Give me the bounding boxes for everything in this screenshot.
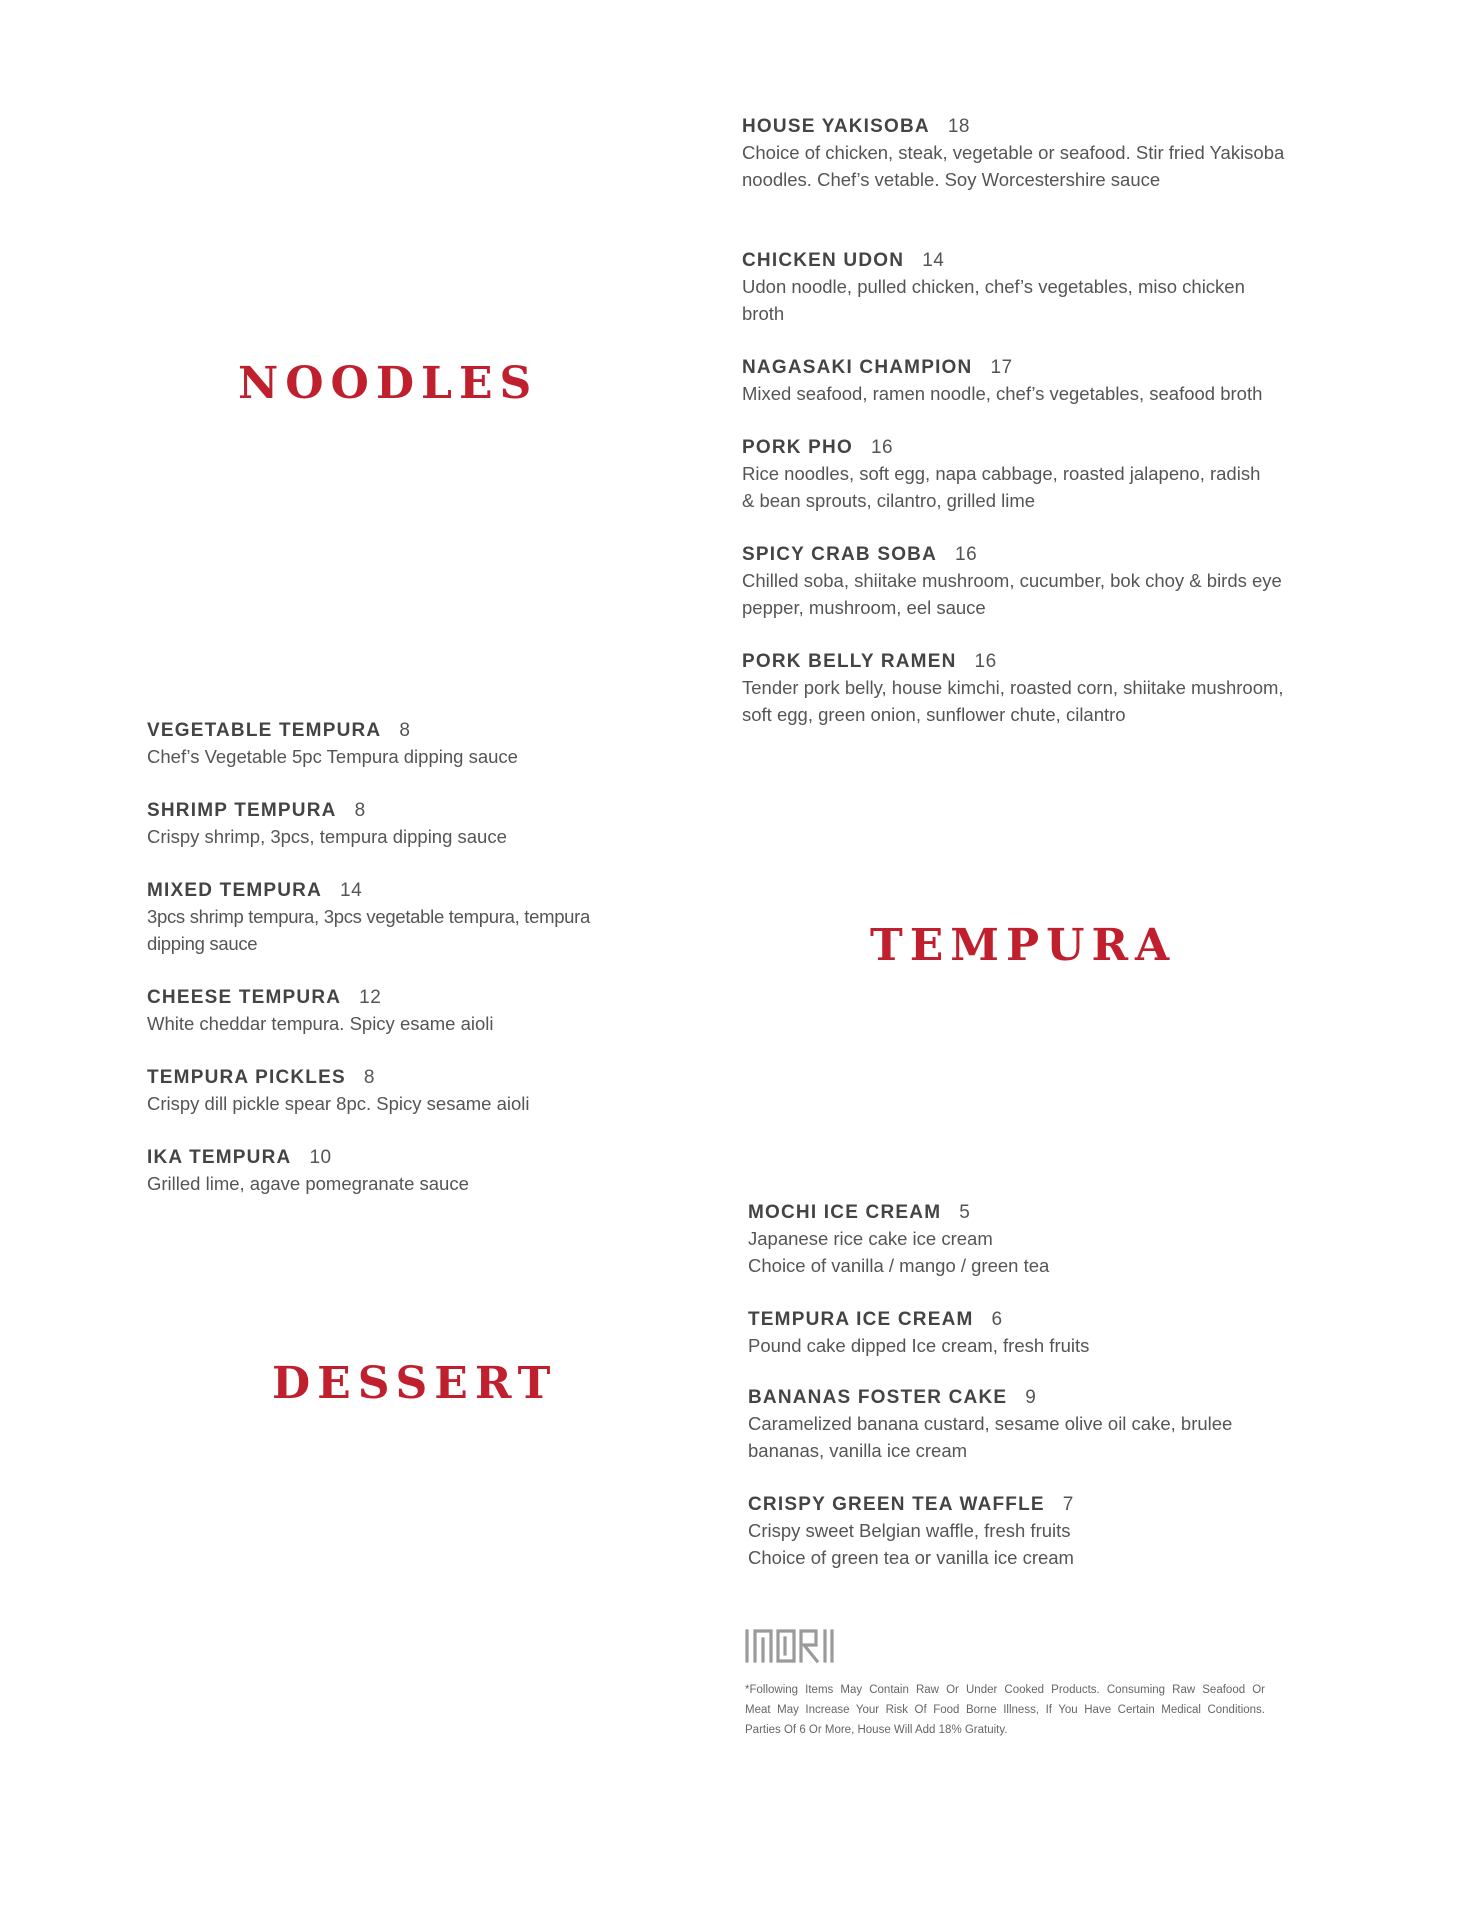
item-description: Pound cake dipped Ice cream, fresh fruits [748, 1335, 1090, 1356]
item-description: Rice noodles, soft egg, napa cabbage, roasted jalapeno, radish & bean sprouts, cilantro, grilled lime [742, 463, 1261, 511]
menu-item [147, 878, 590, 957]
item-price: 16 [955, 544, 978, 565]
item-description: Mixed seafood, ramen noodle, chef’s vegetables, seafood broth [742, 383, 1263, 404]
dessert-heading: DESSERT [272, 1358, 558, 1409]
item-description: Crispy shrimp, 3pcs, tempura dipping sauce [147, 826, 507, 847]
item-name: BANANAS FOSTER CAKE [748, 1387, 1008, 1408]
item-description: Grilled lime, agave pomegranate sauce [147, 1173, 469, 1194]
item-name: TEMPURA PICKLES [147, 1067, 346, 1088]
item-price: 7 [1062, 1494, 1074, 1515]
item-price: 5 [959, 1202, 971, 1223]
item-price: 9 [1025, 1387, 1037, 1408]
tempura-heading: TEMPURA [870, 920, 1177, 971]
item-price: 8 [399, 720, 411, 741]
item-name: SHRIMP TEMPURA [147, 800, 337, 821]
menu-item [147, 985, 494, 1038]
item-name: TEMPURA ICE CREAM [748, 1309, 974, 1330]
item-name: VEGETABLE TEMPURA [147, 720, 382, 741]
menu-item [742, 355, 1262, 408]
menu-item [147, 798, 507, 851]
item-price: 16 [870, 437, 894, 458]
item-price: 14 [340, 880, 363, 901]
item-description: Chef’s Vegetable 5pc Tempura dipping sauce [147, 746, 518, 767]
item-name: PORK PHO [742, 437, 853, 458]
item-name: IKA TEMPURA [147, 1147, 292, 1168]
menu-item [748, 1385, 1232, 1464]
item-description: Caramelized banana custard, sesame olive oil cake, brulee bananas, vanilla ice cream [748, 1413, 1233, 1461]
item-price: 12 [359, 987, 382, 1008]
item-price: 8 [363, 1067, 375, 1088]
menu-item [147, 718, 518, 771]
menu-item [742, 649, 1284, 728]
item-description: Choice of chicken, steak, vegetable or seafood. Stir fried Yakisoba noodles. Chef’s vetable. Soy Worcestershire sauce [742, 142, 1285, 190]
menu-item [742, 435, 1260, 514]
item-price: 14 [922, 250, 945, 271]
menu-item [748, 1492, 1074, 1571]
menu-item [748, 1200, 1049, 1279]
item-name: PORK BELLY RAMEN [742, 651, 957, 672]
item-price: 6 [991, 1309, 1003, 1330]
item-price: 16 [974, 651, 997, 672]
item-description: White cheddar tempura. Spicy esame aioli [147, 1013, 494, 1034]
item-description: Udon noodle, pulled chicken, chef’s vegetables, miso chicken broth [742, 276, 1245, 324]
menu-item [748, 1307, 1089, 1360]
item-name: MOCHI ICE CREAM [748, 1202, 942, 1223]
menu-item [147, 1145, 469, 1198]
item-price: 8 [354, 800, 366, 821]
item-price: 17 [990, 357, 1013, 378]
inori-logo-icon [744, 1628, 836, 1664]
item-description: Tender pork belly, house kimchi, roasted corn, shiitake mushroom, soft egg, green onion, sunflower chute, cilantro [742, 677, 1284, 725]
item-description: Japanese rice cake ice cream Choice of vanilla / mango / green tea [748, 1228, 1050, 1276]
item-name: CHICKEN UDON [742, 250, 905, 271]
menu-item [742, 248, 1245, 327]
item-name: HOUSE YAKISOBA [742, 116, 930, 137]
item-description: Chilled soba, shiitake mushroom, cucumber, bok choy & birds eye pepper, mushroom, eel sauce [742, 570, 1282, 618]
disclaimer-text: *Following Items May Contain Raw Or Under Cooked Products. Consuming Raw Seafood Or Meat May Increase Your Risk Of Food Borne Illness, If You Have Certain Medical Conditions. Parties Of 6 Or More, House Will Add 18% Gratuity. [745, 1684, 1265, 1736]
item-price: 10 [309, 1147, 332, 1168]
item-name: CRISPY GREEN TEA WAFFLE [748, 1494, 1045, 1515]
menu-item [742, 542, 1282, 621]
noodles-heading: NOODLES [238, 358, 539, 409]
item-name: SPICY CRAB SOBA [742, 544, 938, 565]
item-name: CHEESE TEMPURA [147, 987, 342, 1008]
item-description: Crispy sweet Belgian waffle, fresh fruits Choice of green tea or vanilla ice cream [748, 1520, 1074, 1568]
item-price: 18 [947, 116, 970, 137]
item-name: NAGASAKI CHAMPION [742, 357, 973, 378]
item-description: Crispy dill pickle spear 8pc. Spicy sesame aioli [147, 1093, 530, 1114]
item-description: 3pcs shrimp tempura, 3pcs vegetable tempura, tempura dipping sauce [147, 906, 591, 954]
menu-item [742, 114, 1284, 193]
menu-item [147, 1065, 529, 1118]
item-name: MIXED TEMPURA [147, 880, 322, 901]
